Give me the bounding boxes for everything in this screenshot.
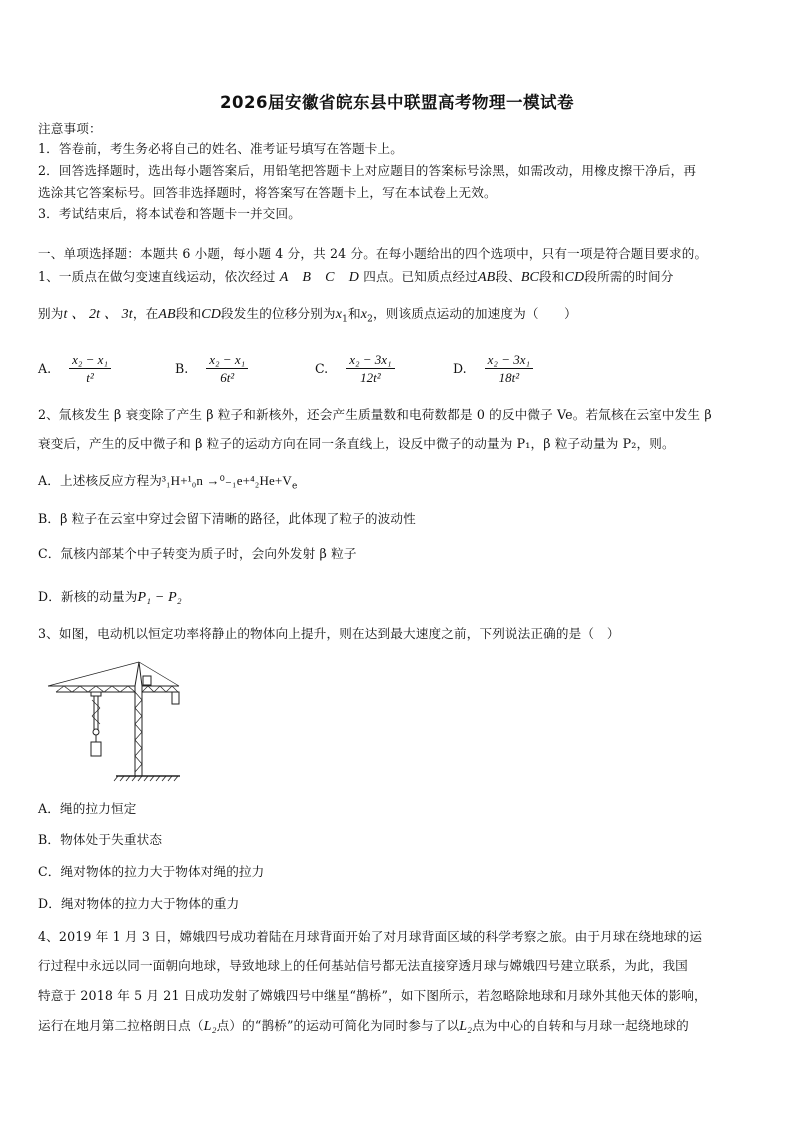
q1-line-1: 1、一质点在做匀变速直线运动，依次经过 A B C D 四点。已知质点经过AB段、BC段和CD段所需的时间分	[38, 269, 674, 285]
notice-line-3: 3．考试结束后，将本试卷和答题卡一并交回。	[38, 206, 302, 221]
q3-option-c[interactable]: C．绳对物体的拉力大于物体对绳的拉力	[38, 864, 265, 879]
q3-option-d[interactable]: D．绳对物体的拉力大于物体的重力	[38, 896, 240, 911]
q2-line-2: 衰变后，产生的反中微子和 β 粒子的运动方向在同一条直线上，设反中微子的动量为 P₁，β 粒子动量为 P₂，则。	[38, 436, 675, 451]
tower-crane-figure	[44, 656, 194, 782]
notice-heading: 注意事项：	[38, 121, 102, 136]
q4-line-1: 4、2019 年 1 月 3 日，嫦娥四号成功着陆在月球背面开始了对月球背面区域的科学考察之旅。由于月球在绕地球的运	[38, 929, 703, 944]
notice-line-2a: 2．回答选择题时，选出每小题答案后，用铅笔把答题卡上对应题目的答案标号涂黑，如需改动，用橡皮擦干净后，再	[38, 163, 697, 178]
q1-option-c[interactable]: C. $\frac{\text{x₂ − 3x₁}}{\text{12t²}}$	[315, 352, 395, 385]
q3-option-b[interactable]: B．物体处于失重状态	[38, 832, 163, 847]
q2-option-b[interactable]: B．β 粒子在云室中穿过会留下清晰的路径，此体现了粒子的波动性	[38, 511, 416, 526]
q2-line-1: 2、氚核发生 β 衰变除了产生 β 粒子和新核外，还会产生质量数和电荷数都是 0 的反中微子 Ve。若氚核在云室中发生 β	[38, 407, 712, 422]
notice-line-1: 1．答卷前，考生务必将自己的姓名、准考证号填写在答题卡上。	[38, 141, 403, 156]
section-heading: 一、单项选择题：本题共 6 小题，每小题 4 分，共 24 分。在每小题给出的四个选项中，只有一项是符合题目要求的。	[38, 246, 708, 261]
q1-line-2: 别为t 、 2t 、 3t，在AB段和CD段发生的位移分别为$x_1$和$x_2$，则该质点运动的加速度为（ ）	[38, 306, 577, 325]
notice-line-2b: 选涂其它答案标号。回答非选择题时，将答案写在答题卡上，写在本试卷上无效。	[38, 185, 497, 200]
page-title: 2026届安徽省皖东县中联盟高考物理一模试卷	[220, 93, 574, 112]
q4-line-3: 特意于 2018 年 5 月 21 日成功发射了嫦娥四号中继星“鹊桥”，如下图所示，若忽略除地球和月球外其他天体的影响，	[38, 988, 707, 1003]
q2-option-c[interactable]: C．氚核内部某个中子转变为质子时，会向外发射 β 粒子	[38, 546, 357, 561]
q3-option-a[interactable]: A．绳的拉力恒定	[38, 801, 137, 816]
q2-option-d[interactable]: D．新核的动量为P₁ − P₂	[38, 589, 182, 605]
q1-option-a[interactable]: A. $\frac{\text{x₂ − x₁}}{\text{t²}}$	[38, 352, 111, 385]
q1-option-b[interactable]: B. $\frac{\text{x₂ − x₁}}{\text{6t²}}$	[175, 352, 248, 385]
q2-option-a[interactable]: A．上述核反应方程为$^3_1H+^1_0n \to^0_{-1}e+^4_2He+V_e$	[38, 473, 298, 492]
q4-line-2: 行过程中永远以同一面朝向地球，导致地球上的任何基站信号都无法直接穿透月球与嫦娥四号建立联系，为此，我国	[38, 958, 688, 973]
q1-option-d[interactable]: D. $\frac{\text{x₂ − 3x₁}}{\text{18t²}}$	[453, 352, 533, 385]
q4-line-4: 运行在地月第二拉格朗日点（L₂点）的“鹊桥”的运动可简化为同时参与了以L₂点为中心的自转和与月球一起绕地球的	[38, 1018, 689, 1034]
q3-stem: 3、如图，电动机以恒定功率将静止的物体向上提升，则在达到最大速度之前，下列说法正确的是（ ）	[38, 626, 620, 641]
